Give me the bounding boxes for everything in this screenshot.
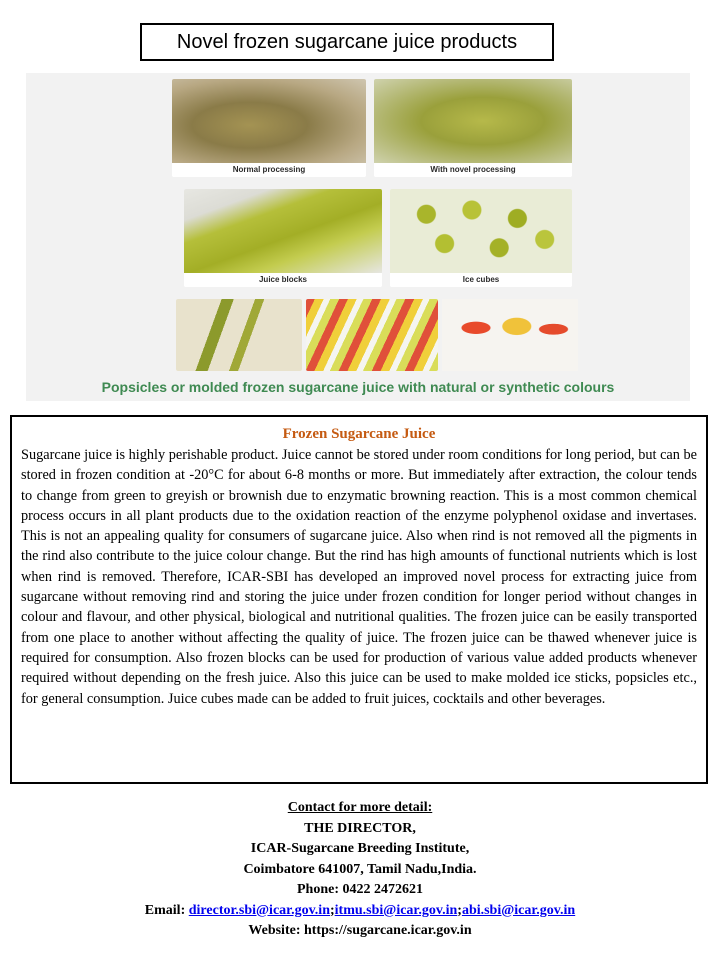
- email-link-director[interactable]: director.sbi@icar.gov.in: [188, 902, 330, 918]
- email-separator: ;: [330, 902, 335, 918]
- contact-email-line: [0, 901, 720, 922]
- description-text: Sugarcane juice is highly perishable product. Juice cannot be stored under room conditions for long period, but can be stored in frozen condition at -20°C for about 6-8 months or more. But immediately after extraction, the colour tends to change from green to greyish or brownish due to enzymatic browning reaction. This is a most common chemical process occurs in all plant products due to the oxidation reaction of the enzyme polyphenol oxidase and invertases. This is not an appealing quality for consumers of sugarcane juice. Also when rind is not removed all the pigments in the rind also contribute to the juice colour change. But the rind has high amounts of functional nutrients which is lost when rind is removed. Therefore, ICAR-SBI has developed an improved novel process for extracting juice from sugarcane without removing rind and storing the juice under frozen condition for longer period without changes in colour and flavour, and other physical, biological and nutritional qualities. The frozen juice can be easily transported from one place to another without affecting the quality of juice. The frozen juice can be thawed whenever juice is required for consumption. Also frozen blocks can be used for production of various value added products whenever required without depending on the fresh juice. Also this juice can be used to make molded ice sticks, popsicles etc., for general consumption. Juice cubes made can be added to fruit juices, cocktails and other beverages.: [21, 447, 697, 707]
- molded-ice-image: [306, 299, 438, 371]
- email-link-abi[interactable]: abi.sbi@icar.gov.in: [461, 902, 576, 918]
- product-photo-collage: [26, 73, 690, 401]
- ice-sticks-image: [176, 299, 302, 371]
- contact-website: Website: https://sugarcane.icar.gov.in: [248, 923, 472, 938]
- juice-blocks-image: [184, 189, 382, 273]
- email-label: Email:: [144, 902, 186, 918]
- photo-caption: Normal processing: [172, 163, 366, 177]
- contact-phone: Phone: 0422 2472621: [297, 882, 423, 897]
- popsicles-photo: [442, 299, 578, 371]
- figure-caption: Popsicles or molded frozen sugarcane juice with natural or synthetic colours: [101, 379, 615, 395]
- contact-address: Coimbatore 641007, Tamil Nadu,India.: [243, 861, 477, 877]
- contact-block: [0, 798, 720, 942]
- contact-organization: ICAR-Sugarcane Breeding Institute,: [250, 841, 470, 856]
- section-heading: Frozen Sugarcane Juice: [282, 426, 436, 442]
- email-link-itmu[interactable]: itmu.sbi@icar.gov.in: [334, 902, 458, 918]
- novel-processing-photo: [374, 79, 572, 177]
- contact-name: THE DIRECTOR,: [304, 820, 416, 836]
- normal-processing-photo: [172, 79, 366, 177]
- photo-caption: Ice cubes: [390, 273, 572, 287]
- description-box: [10, 415, 708, 784]
- juice-bag-image: [374, 79, 572, 163]
- contact-heading: Contact for more detail:: [287, 800, 433, 815]
- juice-bag-image: [172, 79, 366, 163]
- ice-cubes-image: [390, 189, 572, 273]
- ice-cubes-photo: [390, 189, 572, 287]
- email-separator: ;: [457, 902, 462, 918]
- popsicles-image: [442, 299, 578, 371]
- page-title: Novel frozen sugarcane juice products: [140, 23, 554, 61]
- ice-sticks-photo: [176, 299, 302, 371]
- photo-caption: Juice blocks: [184, 273, 382, 287]
- molded-ice-photo: [306, 299, 438, 371]
- juice-blocks-photo: [184, 189, 382, 287]
- photo-caption: With novel processing: [374, 163, 572, 177]
